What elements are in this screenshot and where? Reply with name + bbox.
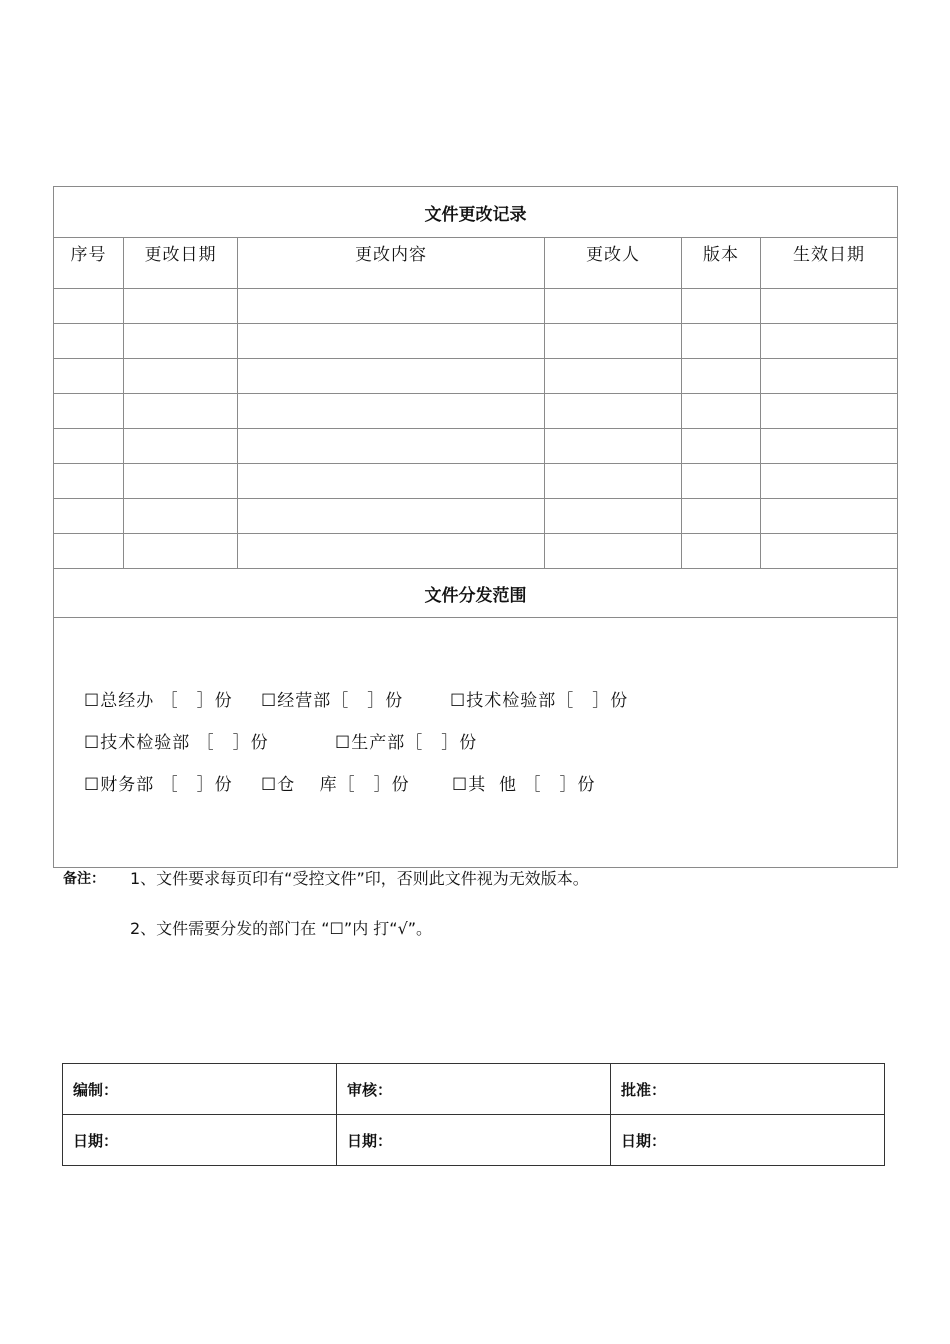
prepared-by-field[interactable]: 编制： (63, 1064, 337, 1115)
dist-item-other[interactable]: ☐其 他 ［ ］份 (452, 775, 596, 795)
reviewed-date-field[interactable]: 日期： (337, 1115, 611, 1166)
dist-item-finance-dept[interactable]: ☐财务部 ［ ］份 (84, 775, 233, 795)
approved-by-field[interactable]: 批准： (611, 1064, 885, 1115)
dist-item-production-dept[interactable]: ☐生产部［ ］份 (335, 733, 478, 753)
dist-item-business-dept[interactable]: ☐经营部［ ］份 (261, 691, 404, 711)
dist-item-tech-inspection-dept-2[interactable]: ☐技术检验部 ［ ］份 (84, 733, 269, 753)
distribution-area (54, 618, 898, 868)
date-row (63, 1115, 885, 1166)
table-row (54, 534, 898, 569)
table-row (54, 499, 898, 534)
col-header-version: 版本 (682, 238, 761, 289)
signoff-row (63, 1064, 885, 1115)
reviewed-by-field[interactable]: 审核： (337, 1064, 611, 1115)
dist-item-general-office[interactable]: ☐总经办 ［ ］份 (84, 691, 233, 711)
dist-item-warehouse[interactable]: ☐仓 库［ ］份 (261, 775, 410, 795)
change-record-header (54, 238, 898, 289)
notes-label: 备注： (63, 871, 105, 887)
col-header-change-date: 更改日期 (124, 238, 238, 289)
dist-item-tech-inspection-dept[interactable]: ☐技术检验部［ ］份 (450, 691, 629, 711)
table-row (54, 464, 898, 499)
table-row (54, 359, 898, 394)
change-record-title: 文件更改记录 (54, 187, 898, 238)
approved-date-field[interactable]: 日期： (611, 1115, 885, 1166)
col-header-changer: 更改人 (545, 238, 682, 289)
note-line-1: 1、文件要求每页印有“受控文件”印，否则此文件视为无效版本。 (130, 869, 589, 888)
signoff-table (62, 1063, 885, 1166)
prepared-date-field[interactable]: 日期： (63, 1115, 337, 1166)
table-row (54, 429, 898, 464)
change-record-table (53, 186, 898, 868)
col-header-change-content: 更改内容 (238, 238, 545, 289)
distribution-title: 文件分发范围 (54, 569, 898, 618)
col-header-effective-date: 生效日期 (761, 238, 898, 289)
table-row (54, 289, 898, 324)
table-row (54, 394, 898, 429)
table-row (54, 324, 898, 359)
note-line-2: 2、文件需要分发的部门在 “☐”内 打“√”。 (130, 919, 433, 938)
col-header-seq: 序号 (54, 238, 124, 289)
